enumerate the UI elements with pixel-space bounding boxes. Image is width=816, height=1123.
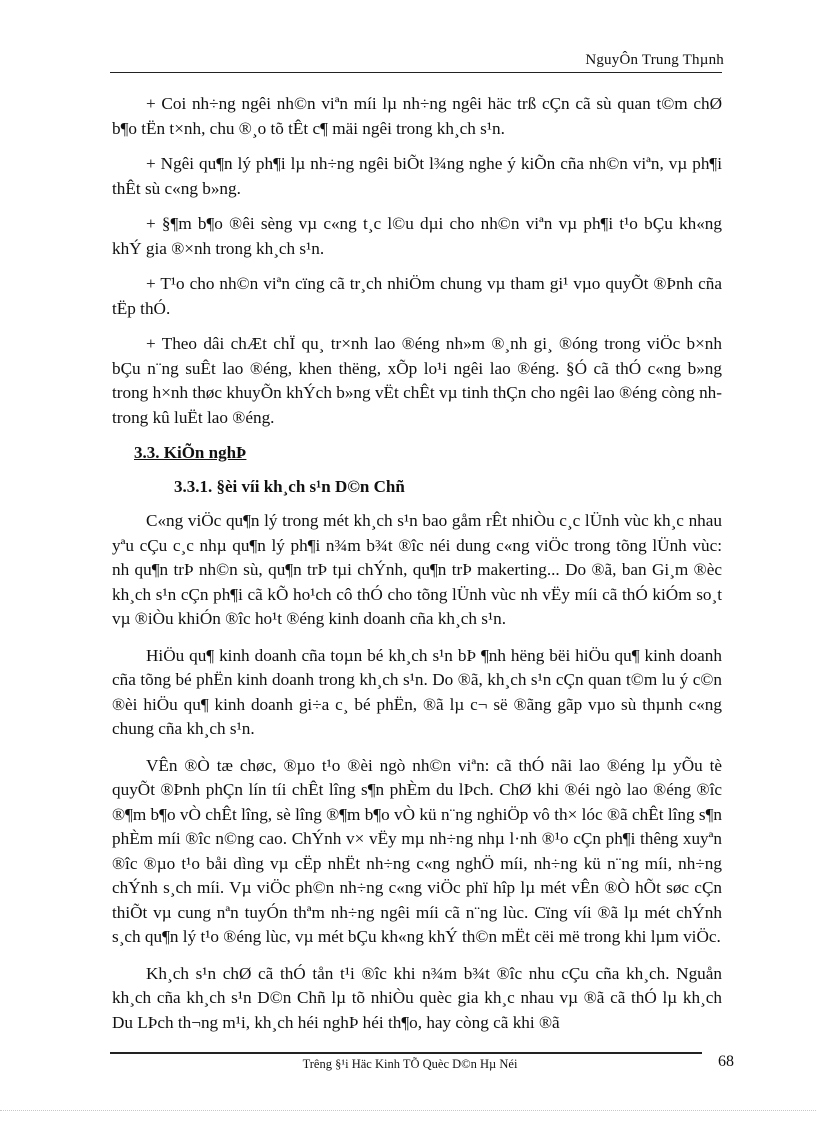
page-edge-divider [0, 1110, 816, 1111]
bullet-paragraph: + Theo dâi chÆt chÏ qu¸ tr×nh lao ®éng nh»m ®¸nh gi¸ ®óng trong viÖc b×nh bÇu n¨ng suÊt lao ®éng, khen thëng, xÕp lo¹i ngêi lao ®éng. §Ó cã thÓ c«ng b»ng trong h×nh thøc khuyÕn khÝch b»ng vËt chÊt vµ tinh thÇn cho ngêi lao ®éng còng nh trong kû luËt lao ®éng. [112, 334, 722, 427]
body-paragraph: C«ng viÖc qu¶n lý trong mét kh¸ch s¹n bao gåm rÊt nhiÒu c¸c lÜnh vùc kh¸c nhau yªu cÇu c¸c nhµ qu¶n lý ph¶i n¾m b¾t ®îc néi dung c«ng viÖc trong tõng lÜnh vùc: nh qu¶n trÞ nh©n sù, qu¶n trÞ tµi chÝnh, qu¶n trÞ makerting... Do ®ã, ban Gi¸m ®èc kh¸ch s¹n cÇn ph¶i cã kÕ ho¹ch cô thÓ cho tõng lÜnh vùc nh vËy míi cã thÓ kiÓm so¸t vµ ®iÒu khiÓn ®îc ho¹t ®éng kinh doanh cña kh¸ch s¹n. [112, 511, 722, 628]
section-heading: 3.3. KiÕn nghÞ [134, 443, 247, 462]
bullet-paragraph: + Coi nh÷ng ngêi nh©n viªn míi lµ nh÷ng ngêi häc trß cÇn cã sù quan t©m chØ b¶o tËn t×nh, chu ®¸o tõ tÊt c¶ mäi ngêi trong kh¸ch s¹n. [112, 94, 722, 138]
bullet-paragraph: + Ngêi qu¶n lý ph¶i lµ nh÷ng ngêi biÕt l¾ng nghe ý kiÕn cña nh©n viªn, vµ ph¶i thÊt sù c«ng b»ng. [112, 154, 722, 198]
page-body [112, 92, 722, 1047]
bullet-paragraph: + §¶m b¶o ®êi sèng vµ c«ng t¸c l©u dµi cho nh©n viªn vµ ph¶i t¹o bÇu kh«ng khÝ gia ®×nh trong kh¸ch s¹n. [112, 214, 722, 258]
page-number: 68 [718, 1053, 734, 1070]
body-paragraph: VÊn ®Ò tæ chøc, ®µo t¹o ®èi ngò nh©n viªn: cã thÓ nãi lao ®éng lµ yÕu tè quyÕt ®Þnh phÇn lín tíi chÊt lîng s¶n phÈm du lÞch. ChØ khi ®éi ngò lao ®éng ®îc ®¶m b¶o vÒ chÊt lîng, sè lîng ®¶m b¶o vÒ kü n¨ng nghiÖp vô th× lóc ®ã chÊt lîng s¶n phÈm míi ®îc n©ng cao. ChÝnh v× vËy mµ nh÷ng nhµ l·nh ®¹o cÇn ph¶i thêng xuyªn ®îc ®µo t¹o båi dìng vµ cËp nhËt nh÷ng c«ng nghÖ míi, nh÷ng kü n¨ng míi, nh÷ng chÝnh s¸ch míi. Vµ viÖc ph©n nh÷ng c«ng viÖc phï hîp lµ mét vÊn ®Ò hÕt søc cÇn thiÕt vµ cung nªn tuyÓn thªm nh÷ng ngêi míi cã n¨ng lùc. Cïng víi ®ã lµ mét chÝnh s¸ch qu¶n lý t¹o ®éng lùc, vµ mét bÇu kh«ng khÝ th©n mËt cëi më trong khi lµm viÖc. [112, 755, 722, 946]
body-paragraph: Kh¸ch s¹n chØ cã thÓ tån t¹i ®îc khi n¾m b¾t ®îc nhu cÇu cña kh¸ch. Nguån kh¸ch cña kh¸ch s¹n D©n Chñ lµ tõ nhiÒu quèc gia kh¸c nhau vµ ®ã cã thÓ lµ kh¸ch Du LÞch th¬ng m¹i, kh¸ch héi nghÞ héi th¶o, hay còng cã khi ®ã [112, 963, 722, 1032]
body-paragraph: HiÖu qu¶ kinh doanh cña toµn bé kh¸ch s¹n bÞ ¶nh hëng bëi hiÖu qu¶ kinh doanh cña tõng bé phËn kinh doanh trong kh¸ch s¹n. Do ®ã, kh¸ch s¹n cÇn quan t©m lu ý c©n ®èi hiÖu qu¶ kinh doanh gi÷a c¸ bé phËn, ®ã lµ c¬ së ®ãng gãp vµo sù thµnh c«ng chung cña kh¸ch s¹n. [112, 645, 722, 738]
subsection-heading: 3.3.1. §èi víi kh¸ch s¹n D©n Chñ [174, 477, 405, 496]
header-author-name: NguyÔn Trung Thµnh [585, 52, 724, 68]
footer-divider [110, 1052, 702, 1054]
bullet-paragraph: + T¹o cho nh©n viªn cïng cã tr¸ch nhiÖm chung vµ tham gi¹ vµo quyÕt ®Þnh cña tËp thÓ. [112, 274, 722, 318]
header-divider [110, 72, 722, 73]
footer-institution: Trêng §¹i Häc Kinh TÕ Quèc D©n Hµ Néi [302, 1057, 518, 1071]
